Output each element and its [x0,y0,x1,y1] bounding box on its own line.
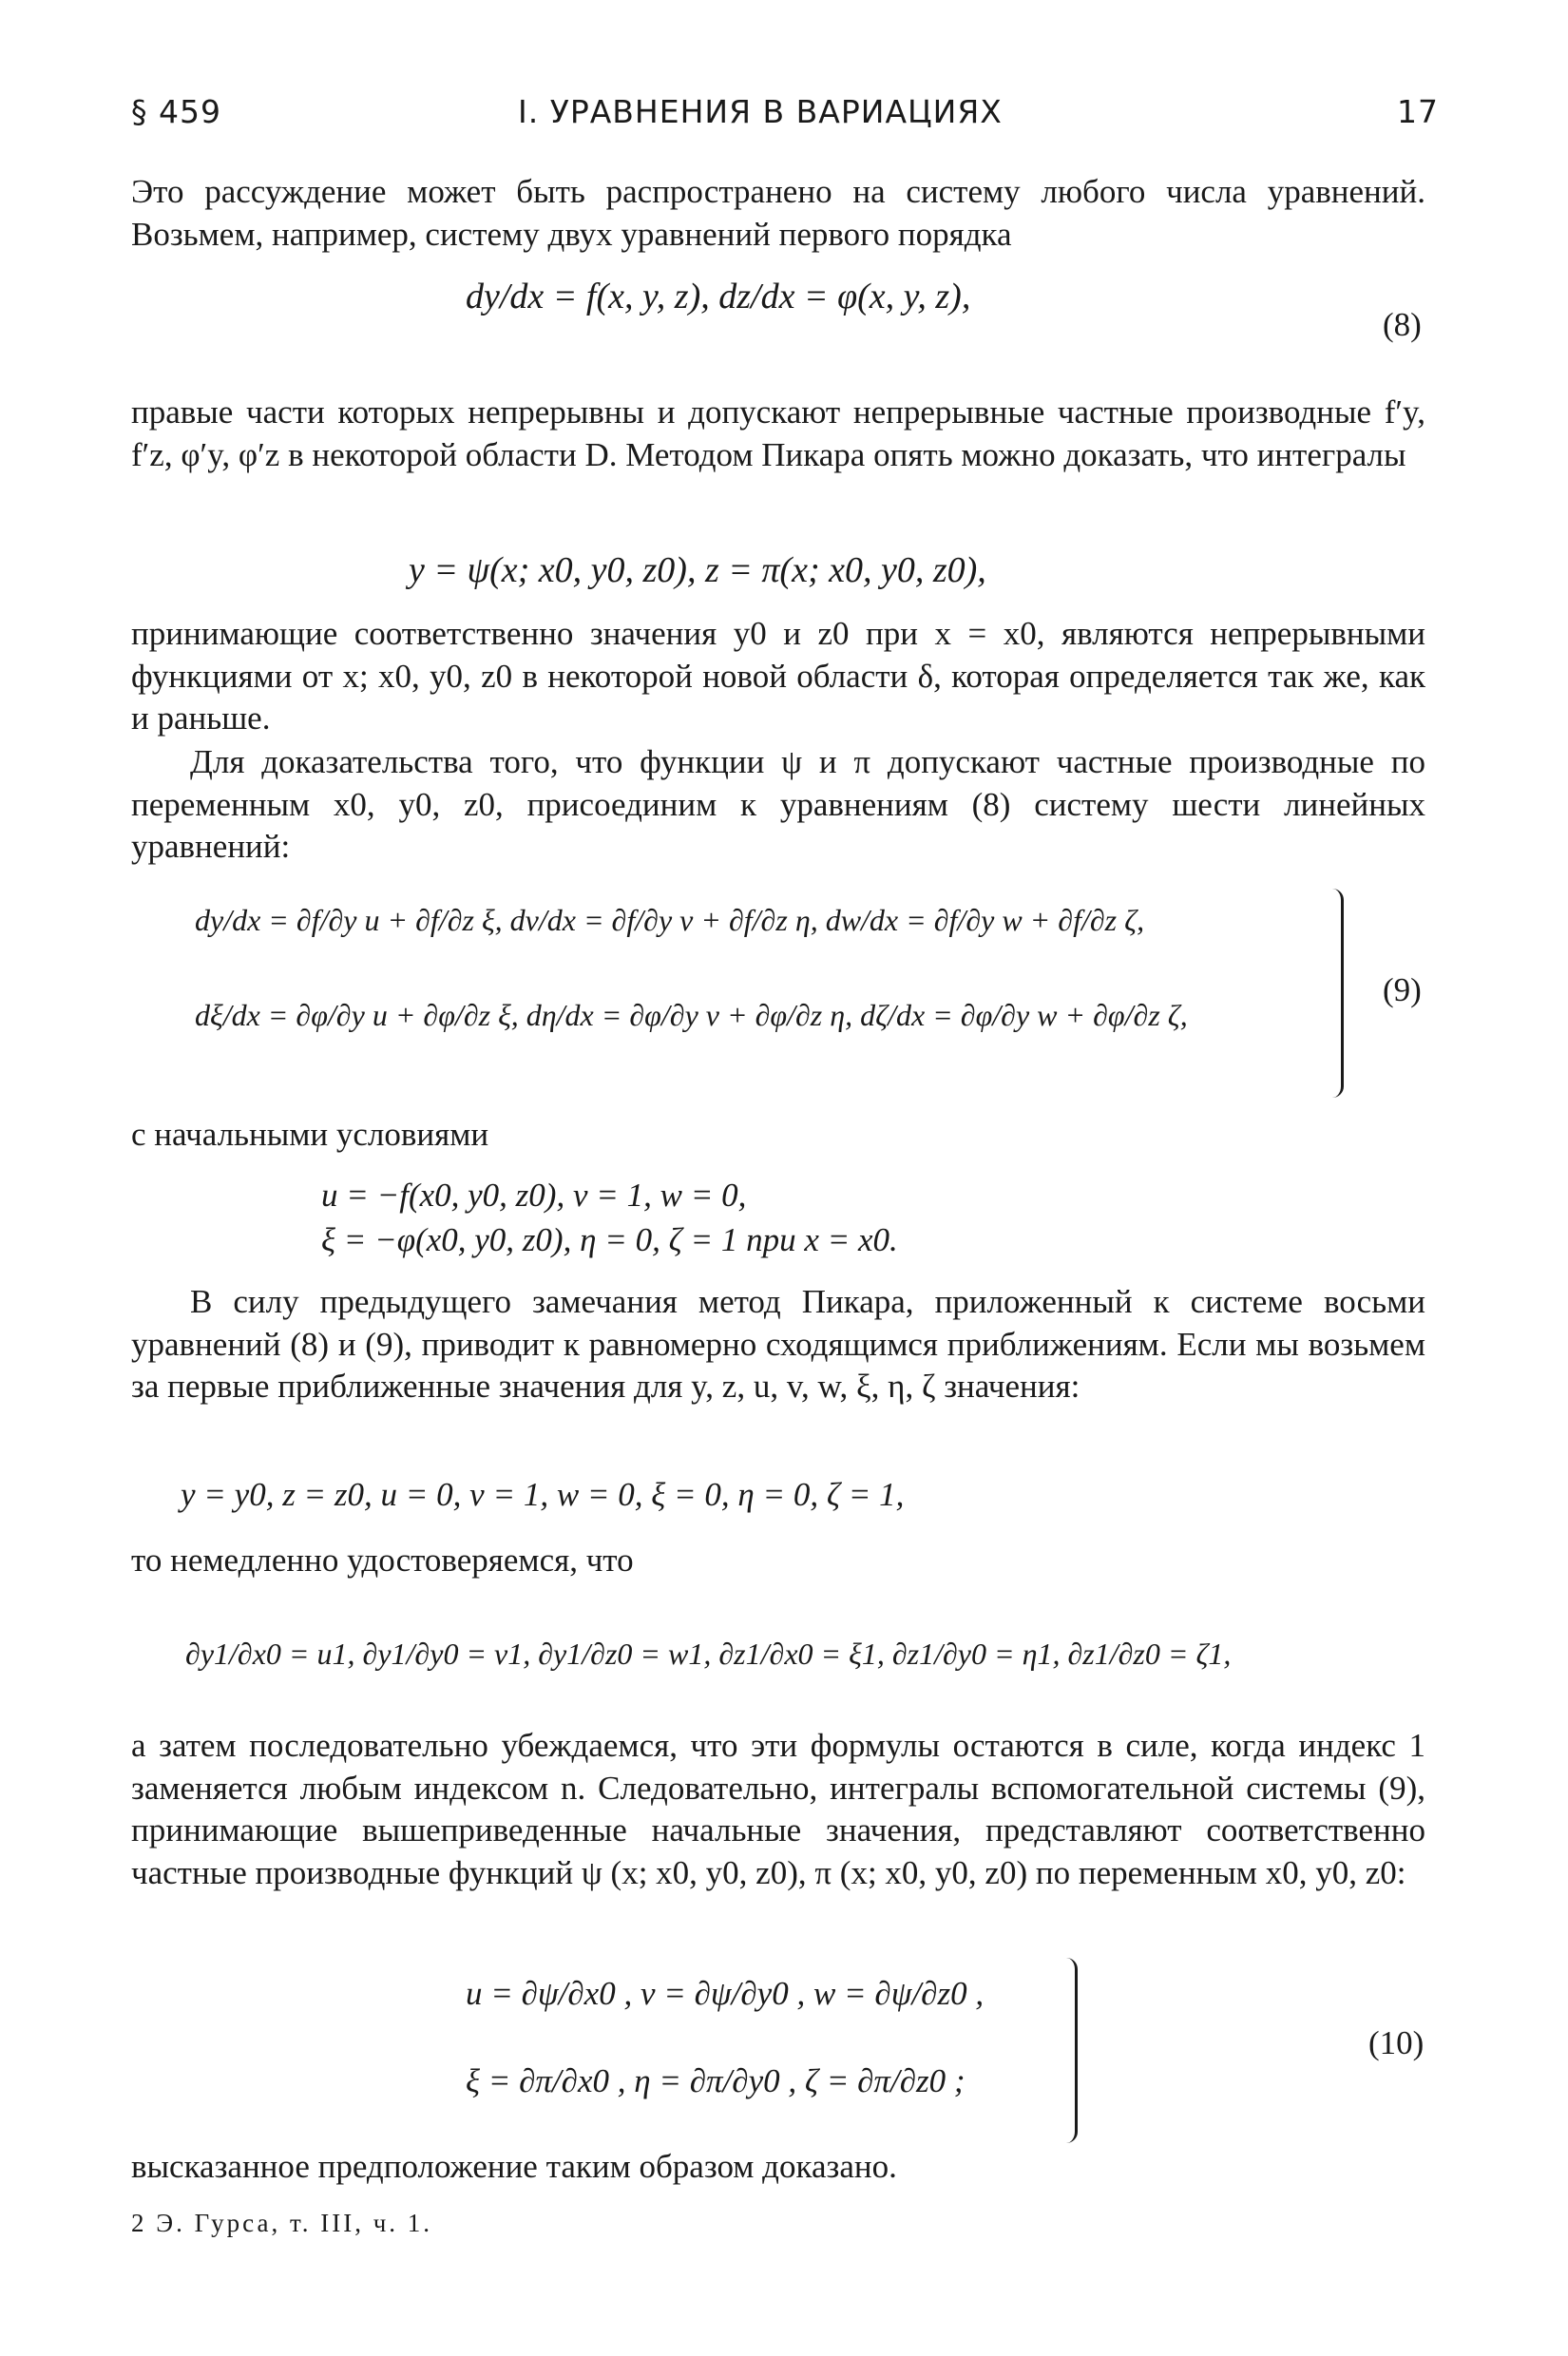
paragraph-9: высказанное предположение таким образом доказано. [131,2148,897,2185]
paragraph-5: с начальными условиями [131,1116,489,1153]
equation-10-row-2: ξ = ∂π/∂x0 , η = ∂π/∂y0 , ζ = ∂π/∂z0 ; [466,2062,966,2099]
equation-9-number: (9) [1383,971,1422,1008]
equation-10-number: (10) [1368,2024,1425,2061]
equation-10-row-1: u = ∂ψ/∂x0 , v = ∂ψ/∂y0 , w = ∂ψ/∂z0 , [466,1975,985,2012]
equation-8: dy/dx = f(x, y, z), dz/dx = φ(x, y, z), [466,277,971,316]
paragraph-8: а затем последовательно убеждаемся, что эти формулы остаются в силе, когда индекс 1 заменяется любым индексом n. Следовательно, интегралы вспомогательной системы (9), принимающие вышеприведенные начальные значения, представляют соответственно частные производные функций ψ (x; x0, y0, z0), π (x; x0, y0, z0) по переменным x0, y0, z0: [131,1727,1425,1891]
paragraph-2: правые части которых непрерывны и допускают непрерывные частные производные f′y, f′z, φ′y, φ′z в некоторой области D. Методом Пикара опять можно доказать, что интегралы [131,393,1425,473]
paragraph-1: Это рассуждение может быть распространено на систему любого числа уравнений. Возьмем, например, систему двух уравнений первого порядка [131,173,1425,253]
equation-8-number: (8) [1383,306,1422,343]
paragraph-6: В силу предыдущего замечания метод Пикара, приложенный к системе восьми уравнений (8) и (9), приводит к равномерно сходящимся приближениям. Если мы возьмем за первые приближенные значения для y, z, u, v, w, ξ, η, ζ значения: [131,1283,1425,1405]
integrals-equation: y = ψ(x; x0, y0, z0), z = π(x; x0, y0, z0), [409,550,986,590]
right-brace-9 [1326,889,1344,1098]
equation-9-row-1: dy/dx = ∂f/∂y u + ∂f/∂z ξ, dv/dx = ∂f/∂y v + ∂f/∂z η, dw/dx = ∂f/∂y w + ∂f/∂z ζ, [195,903,1145,937]
first-approximations: y = y0, z = z0, u = 0, v = 1, w = 0, ξ = 0, η = 0, ζ = 1, [181,1476,905,1513]
first-derivatives: ∂y1/∂x0 = u1, ∂y1/∂y0 = v1, ∂y1/∂z0 = w1, ∂z1/∂x0 = ξ1, ∂z1/∂y0 = η1, ∂z1/∂z0 = ζ1, [185,1637,1232,1671]
equation-9-row-2: dξ/dx = ∂φ/∂y u + ∂φ/∂z ξ, dη/dx = ∂φ/∂y v + ∂φ/∂z η, dζ/dx = ∂φ/∂y w + ∂φ/∂z ζ, [195,998,1188,1032]
section-number: § 459 [131,93,221,130]
page-number: 17 [1397,93,1439,130]
right-brace-10 [1060,1958,1078,2143]
paragraph-4: Для доказательства того, что функции ψ и π допускают частные производные по переменным x0, y0, z0, присоединим к уравнениям (8) систему шести линейных уравнений: [131,743,1426,865]
paragraph-3: принимающие соответственно значения y0 и z0 при x = x0, являются непрерывными функциями от x; x0, y0, z0 в некоторой новой области δ, которая определяется так же, как и раньше. [131,615,1425,737]
chapter-title: I. УРАВНЕНИЯ В ВАРИАЦИЯХ [518,93,1003,130]
paragraph-7: то немедленно удостоверяемся, что [131,1542,634,1579]
printer-signature: 2 Э. Гурса, т. III, ч. 1. [131,2209,433,2237]
initial-conditions-row-1: u = −f(x0, y0, z0), v = 1, w = 0, [321,1177,747,1214]
initial-conditions-row-2: ξ = −φ(x0, y0, z0), η = 0, ζ = 1 при x = x0. [321,1221,898,1258]
